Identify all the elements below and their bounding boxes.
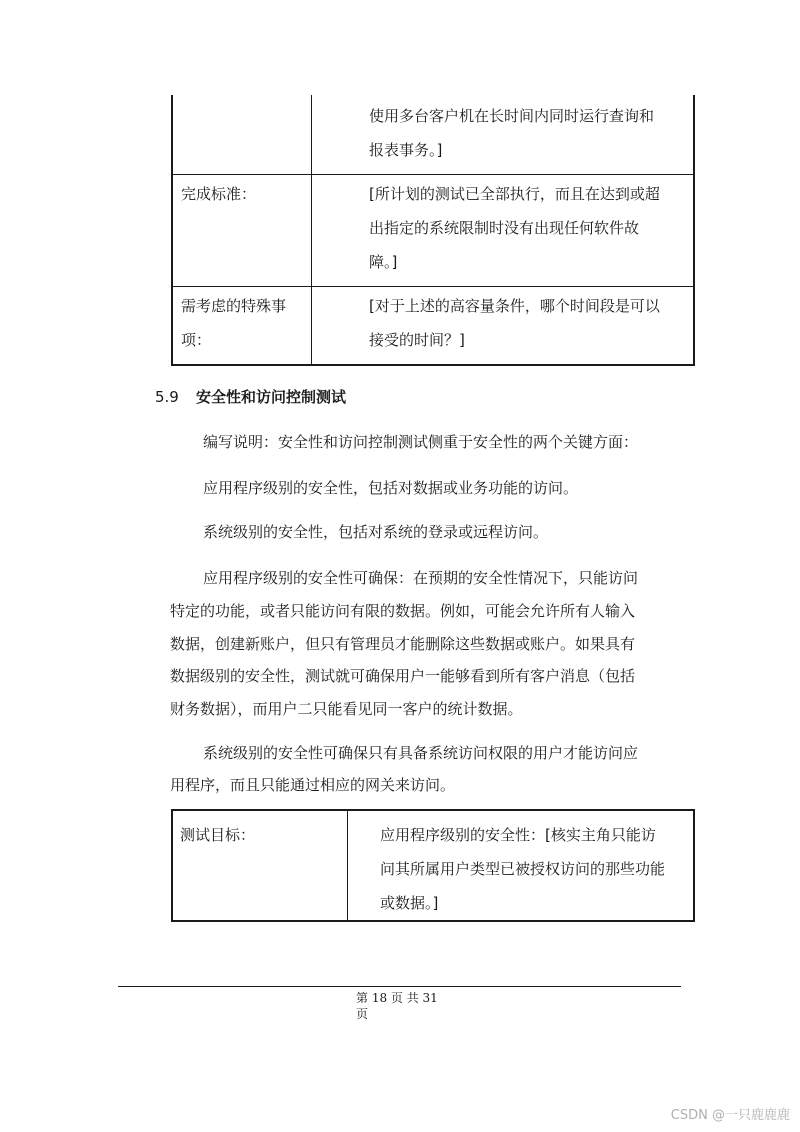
cell-label: 需考虑的特殊事: [181, 296, 287, 315]
cell-line: 接受的时间？]: [369, 330, 465, 349]
cell-line: [所计划的测试已全部执行，而且在达到或超: [369, 184, 660, 203]
paragraph-system-level: 系统级别的安全性，包括对系统的登录或远程访问。: [203, 523, 549, 541]
cell-label: 完成标准：: [181, 184, 257, 203]
test-spec-table-bottom: [171, 809, 695, 922]
table-row: [172, 286, 694, 365]
cell-label: 项：: [181, 330, 212, 349]
table-label-cell: [172, 810, 348, 921]
paragraph-intro: 编写说明：安全性和访问控制测试侧重于安全性的两个关键方面：: [203, 433, 639, 451]
cell-line: 报表事务。]: [369, 141, 443, 159]
table-content-cell: [312, 95, 695, 174]
paragraph-line: 财务数据），而用户二只能看见同一客户的统计数据。: [170, 700, 523, 718]
section-title: 安全性和访问控制测试: [196, 388, 347, 406]
table-content-cell: [312, 286, 695, 365]
table-label-cell: [172, 95, 312, 174]
paragraph-line: 数据级别的安全性，测试就可确保用户一能够看到所有客户消息（包括: [170, 667, 636, 685]
table-label-cell: [172, 286, 312, 365]
test-spec-table-top: [171, 95, 695, 366]
paragraph-line: 应用程序级别的安全性可确保：在预期的安全性情况下，只能访问: [203, 569, 639, 587]
cell-line: 障。]: [369, 252, 398, 271]
paragraph-line: 系统级别的安全性可确保只有具备系统访问权限的用户才能访问应: [203, 744, 639, 762]
table-content-cell: [348, 810, 695, 921]
page-number: 第 18 页 共 31: [356, 991, 438, 1005]
cell-line: 或数据。]: [380, 894, 439, 912]
cell-line: 问其所属用户类型已被授权访问的那些功能: [380, 860, 666, 878]
table-row: [172, 174, 694, 286]
paragraph-line: 特定的功能，或者只能访问有限的数据。例如，可能会允许所有人输入: [170, 602, 636, 620]
table-content-cell: [312, 174, 695, 286]
paragraph-app-level: 应用程序级别的安全性，包括对数据或业务功能的访问。: [203, 479, 579, 497]
cell-line: 出指定的系统限制时没有出现任何软件故: [369, 218, 640, 237]
paragraph-line: 数据，创建新账户，但只有管理员才能删除这些数据或账户。如果具有: [170, 635, 636, 653]
cell-line: 应用程序级别的安全性：[核实主角只能访: [380, 826, 656, 844]
cell-line: [对于上述的高容量条件，哪个时间段是可以: [369, 296, 660, 315]
footer-divider: [118, 986, 681, 987]
table-row: [172, 95, 694, 174]
watermark: CSDN @一只鹿鹿鹿: [670, 1108, 790, 1123]
cell-label: 测试目标：: [180, 826, 256, 844]
table-label-cell: [172, 174, 312, 286]
table-row: [172, 810, 694, 921]
page-number-continued: 页: [356, 1007, 369, 1021]
paragraph-line: 用程序，而且只能通过相应的网关来访问。: [170, 776, 456, 794]
section-number: 5.9: [155, 388, 179, 406]
cell-line: 使用多台客户机在长时间内同时运行查询和: [369, 107, 655, 125]
